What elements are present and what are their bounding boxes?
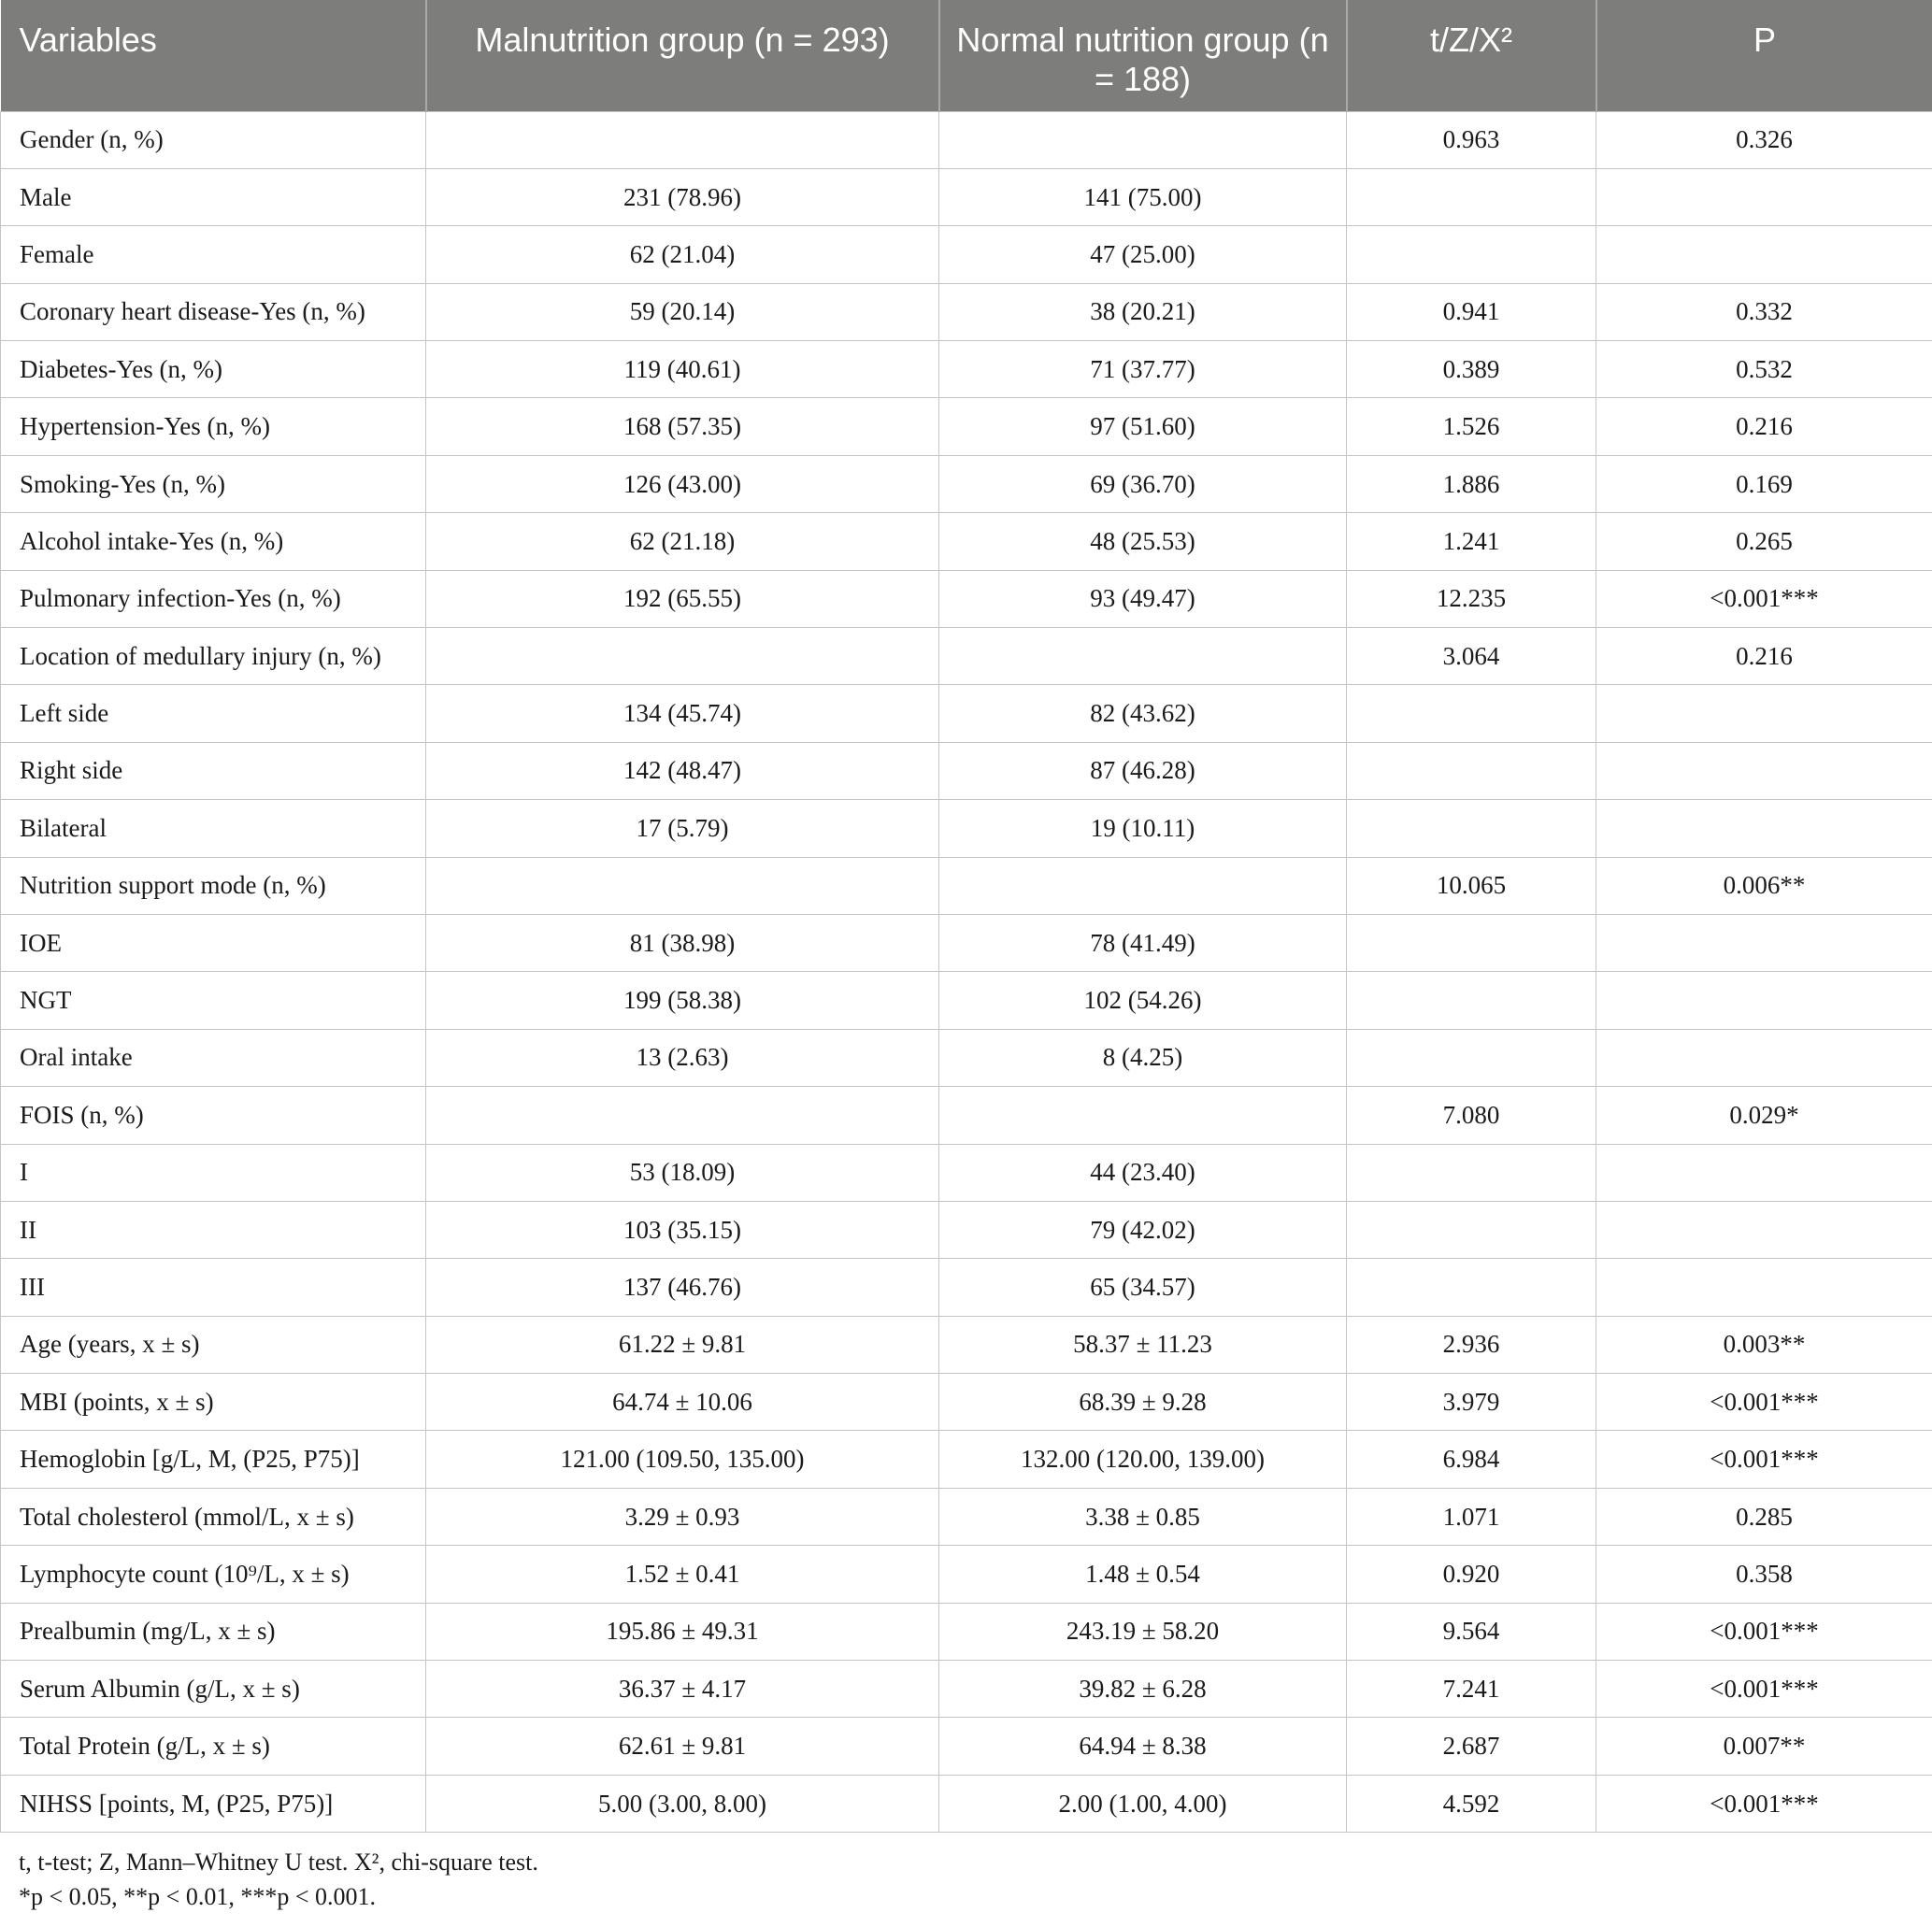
cell-statistic: [1347, 1259, 1596, 1316]
cell-malnutrition: 199 (58.38): [426, 972, 939, 1029]
cell-p-value: [1596, 800, 1932, 857]
cell-statistic: [1347, 1144, 1596, 1201]
table-row: [1, 1259, 1932, 1316]
cell-malnutrition: 81 (38.98): [426, 914, 939, 971]
cell-variable: I: [1, 1144, 426, 1201]
cell-statistic: 12.235: [1347, 570, 1596, 627]
cell-statistic: 0.389: [1347, 341, 1596, 398]
cell-statistic: [1347, 742, 1596, 799]
cell-p-value: 0.326: [1596, 111, 1932, 168]
cell-normal-nutrition: 141 (75.00): [939, 168, 1347, 225]
cell-malnutrition: 53 (18.09): [426, 1144, 939, 1201]
cell-malnutrition: 17 (5.79): [426, 800, 939, 857]
cell-normal-nutrition: 44 (23.40): [939, 1144, 1347, 1201]
cell-p-value: 0.003**: [1596, 1316, 1932, 1373]
cell-normal-nutrition: 79 (42.02): [939, 1201, 1347, 1258]
footnote-tests: t, t-test; Z, Mann–Whitney U test. X², chi-square test.: [19, 1848, 538, 1876]
cell-normal-nutrition: [939, 111, 1347, 168]
cell-normal-nutrition: 58.37 ± 11.23: [939, 1316, 1347, 1373]
cell-statistic: [1347, 914, 1596, 971]
cell-p-value: [1596, 1144, 1932, 1201]
cell-statistic: 2.687: [1347, 1718, 1596, 1775]
cell-statistic: [1347, 1029, 1596, 1086]
table-row: [1, 1144, 1932, 1201]
cell-variable: IOE: [1, 914, 426, 971]
cell-normal-nutrition: 78 (41.49): [939, 914, 1347, 971]
cell-malnutrition: 1.52 ± 0.41: [426, 1546, 939, 1603]
cell-normal-nutrition: 102 (54.26): [939, 972, 1347, 1029]
cell-normal-nutrition: 48 (25.53): [939, 513, 1347, 570]
cell-malnutrition: 103 (35.15): [426, 1201, 939, 1258]
cell-p-value: <0.001***: [1596, 570, 1932, 627]
cell-p-value: 0.006**: [1596, 857, 1932, 914]
cell-malnutrition: 64.74 ± 10.06: [426, 1374, 939, 1431]
table-row: [1, 1603, 1932, 1660]
cell-normal-nutrition: 132.00 (120.00, 139.00): [939, 1431, 1347, 1488]
cell-malnutrition: [426, 628, 939, 685]
cell-malnutrition: 61.22 ± 9.81: [426, 1316, 939, 1373]
table-row: [1, 914, 1932, 971]
cell-p-value: [1596, 972, 1932, 1029]
cell-statistic: 10.065: [1347, 857, 1596, 914]
table-body: [1, 111, 1932, 1833]
cell-variable: III: [1, 1259, 426, 1316]
cell-malnutrition: 62 (21.04): [426, 226, 939, 283]
cell-p-value: 0.169: [1596, 455, 1932, 512]
cell-malnutrition: 168 (57.35): [426, 398, 939, 455]
table-row: [1, 857, 1932, 914]
cell-malnutrition: 119 (40.61): [426, 341, 939, 398]
cell-malnutrition: 3.29 ± 0.93: [426, 1488, 939, 1545]
cell-normal-nutrition: 97 (51.60): [939, 398, 1347, 455]
cell-statistic: 1.071: [1347, 1488, 1596, 1545]
header-variables: Variables: [1, 0, 426, 111]
cell-p-value: [1596, 914, 1932, 971]
table-row: [1, 398, 1932, 455]
cell-variable: Oral intake: [1, 1029, 426, 1086]
cell-variable: MBI (points, x ± s): [1, 1374, 426, 1431]
cell-p-value: [1596, 168, 1932, 225]
cell-normal-nutrition: [939, 628, 1347, 685]
table-row: [1, 570, 1932, 627]
cell-variable: Diabetes-Yes (n, %): [1, 341, 426, 398]
table-row: [1, 1087, 1932, 1144]
table-row: [1, 168, 1932, 225]
header-p-value: P: [1596, 0, 1932, 111]
cell-malnutrition: 36.37 ± 4.17: [426, 1661, 939, 1718]
cell-p-value: [1596, 1029, 1932, 1086]
cell-variable: Serum Albumin (g/L, x ± s): [1, 1661, 426, 1718]
cell-malnutrition: 137 (46.76): [426, 1259, 939, 1316]
cell-variable: Age (years, x ± s): [1, 1316, 426, 1373]
cell-p-value: [1596, 685, 1932, 742]
table-row: [1, 455, 1932, 512]
cell-variable: Hypertension-Yes (n, %): [1, 398, 426, 455]
table-row: [1, 1718, 1932, 1775]
table-row: [1, 1775, 1932, 1832]
table-footnotes: [19, 1845, 538, 1914]
table-row: [1, 628, 1932, 685]
cell-p-value: <0.001***: [1596, 1603, 1932, 1660]
cell-variable: Lymphocyte count (10⁹/L, x ± s): [1, 1546, 426, 1603]
cell-p-value: [1596, 1259, 1932, 1316]
cell-variable: Coronary heart disease-Yes (n, %): [1, 283, 426, 340]
table-row: [1, 1488, 1932, 1545]
cell-variable: Nutrition support mode (n, %): [1, 857, 426, 914]
cell-malnutrition: [426, 111, 939, 168]
cell-variable: Gender (n, %): [1, 111, 426, 168]
cell-malnutrition: 195.86 ± 49.31: [426, 1603, 939, 1660]
cell-p-value: <0.001***: [1596, 1775, 1932, 1832]
table-row: [1, 341, 1932, 398]
table-row: [1, 1431, 1932, 1488]
cell-p-value: 0.216: [1596, 398, 1932, 455]
cell-variable: Male: [1, 168, 426, 225]
footnote-significance: *p < 0.05, **p < 0.01, ***p < 0.001.: [19, 1883, 376, 1910]
cell-malnutrition: 192 (65.55): [426, 570, 939, 627]
cell-malnutrition: 142 (48.47): [426, 742, 939, 799]
cell-variable: Total Protein (g/L, x ± s): [1, 1718, 426, 1775]
cell-normal-nutrition: 65 (34.57): [939, 1259, 1347, 1316]
cell-normal-nutrition: 87 (46.28): [939, 742, 1347, 799]
cell-variable: Hemoglobin [g/L, M, (P25, P75)]: [1, 1431, 426, 1488]
cell-normal-nutrition: 82 (43.62): [939, 685, 1347, 742]
cell-variable: Total cholesterol (mmol/L, x ± s): [1, 1488, 426, 1545]
cell-variable: Location of medullary injury (n, %): [1, 628, 426, 685]
header-statistic: t/Z/X²: [1347, 0, 1596, 111]
cell-normal-nutrition: 47 (25.00): [939, 226, 1347, 283]
cell-variable: II: [1, 1201, 426, 1258]
cell-statistic: [1347, 226, 1596, 283]
cell-variable: Bilateral: [1, 800, 426, 857]
cell-normal-nutrition: [939, 1087, 1347, 1144]
cell-malnutrition: 62 (21.18): [426, 513, 939, 570]
cell-statistic: 0.941: [1347, 283, 1596, 340]
cell-variable: NIHSS [points, M, (P25, P75)]: [1, 1775, 426, 1832]
cell-statistic: 0.963: [1347, 111, 1596, 168]
table-row: [1, 742, 1932, 799]
cell-p-value: <0.001***: [1596, 1661, 1932, 1718]
cell-statistic: 7.080: [1347, 1087, 1596, 1144]
table-row: [1, 972, 1932, 1029]
table-row: [1, 800, 1932, 857]
table-row: [1, 283, 1932, 340]
cell-normal-nutrition: 8 (4.25): [939, 1029, 1347, 1086]
cell-statistic: 1.886: [1347, 455, 1596, 512]
cell-statistic: [1347, 972, 1596, 1029]
cell-malnutrition: 134 (45.74): [426, 685, 939, 742]
cell-statistic: [1347, 685, 1596, 742]
cell-p-value: [1596, 742, 1932, 799]
cell-p-value: 0.216: [1596, 628, 1932, 685]
cell-p-value: 0.029*: [1596, 1087, 1932, 1144]
cell-normal-nutrition: 93 (49.47): [939, 570, 1347, 627]
table-row: [1, 226, 1932, 283]
cell-normal-nutrition: 64.94 ± 8.38: [939, 1718, 1347, 1775]
cell-variable: FOIS (n, %): [1, 1087, 426, 1144]
cell-variable: Pulmonary infection-Yes (n, %): [1, 570, 426, 627]
cell-malnutrition: 121.00 (109.50, 135.00): [426, 1431, 939, 1488]
cell-malnutrition: 126 (43.00): [426, 455, 939, 512]
cell-p-value: <0.001***: [1596, 1431, 1932, 1488]
cell-malnutrition: 59 (20.14): [426, 283, 939, 340]
cell-statistic: [1347, 168, 1596, 225]
cell-normal-nutrition: 243.19 ± 58.20: [939, 1603, 1347, 1660]
cell-statistic: 1.526: [1347, 398, 1596, 455]
header-normal-nutrition-group: Normal nutrition group (n = 188): [939, 0, 1347, 111]
cell-variable: Left side: [1, 685, 426, 742]
table-header: [1, 0, 1932, 111]
cell-normal-nutrition: 68.39 ± 9.28: [939, 1374, 1347, 1431]
cell-normal-nutrition: [939, 857, 1347, 914]
table-row: [1, 111, 1932, 168]
table-row: [1, 1374, 1932, 1431]
table-row: [1, 1661, 1932, 1718]
cell-normal-nutrition: 39.82 ± 6.28: [939, 1661, 1347, 1718]
cell-p-value: 0.007**: [1596, 1718, 1932, 1775]
table-row: [1, 1316, 1932, 1373]
cell-statistic: 1.241: [1347, 513, 1596, 570]
cell-malnutrition: [426, 1087, 939, 1144]
cell-statistic: 3.979: [1347, 1374, 1596, 1431]
cell-p-value: 0.285: [1596, 1488, 1932, 1545]
cell-malnutrition: 62.61 ± 9.81: [426, 1718, 939, 1775]
cell-variable: Smoking-Yes (n, %): [1, 455, 426, 512]
cell-statistic: 2.936: [1347, 1316, 1596, 1373]
cell-variable: NGT: [1, 972, 426, 1029]
cell-normal-nutrition: 2.00 (1.00, 4.00): [939, 1775, 1347, 1832]
cell-malnutrition: 5.00 (3.00, 8.00): [426, 1775, 939, 1832]
table-row: [1, 513, 1932, 570]
cell-normal-nutrition: 71 (37.77): [939, 341, 1347, 398]
cell-p-value: [1596, 226, 1932, 283]
cell-malnutrition: [426, 857, 939, 914]
cell-normal-nutrition: 38 (20.21): [939, 283, 1347, 340]
cell-malnutrition: 13 (2.63): [426, 1029, 939, 1086]
cell-normal-nutrition: 19 (10.11): [939, 800, 1347, 857]
cell-p-value: <0.001***: [1596, 1374, 1932, 1431]
cell-statistic: 3.064: [1347, 628, 1596, 685]
cell-normal-nutrition: 69 (36.70): [939, 455, 1347, 512]
cell-variable: Female: [1, 226, 426, 283]
cell-p-value: 0.265: [1596, 513, 1932, 570]
cell-variable: Right side: [1, 742, 426, 799]
table-row: [1, 1546, 1932, 1603]
cell-variable: Alcohol intake-Yes (n, %): [1, 513, 426, 570]
cell-statistic: [1347, 800, 1596, 857]
table-row: [1, 1029, 1932, 1086]
header-malnutrition-group: Malnutrition group (n = 293): [426, 0, 939, 111]
cell-normal-nutrition: 1.48 ± 0.54: [939, 1546, 1347, 1603]
cell-statistic: 4.592: [1347, 1775, 1596, 1832]
cell-statistic: 0.920: [1347, 1546, 1596, 1603]
cell-statistic: [1347, 1201, 1596, 1258]
cell-p-value: 0.358: [1596, 1546, 1932, 1603]
cell-statistic: 9.564: [1347, 1603, 1596, 1660]
cell-statistic: 6.984: [1347, 1431, 1596, 1488]
cell-variable: Prealbumin (mg/L, x ± s): [1, 1603, 426, 1660]
cell-malnutrition: 231 (78.96): [426, 168, 939, 225]
table-row: [1, 1201, 1932, 1258]
header-row: [1, 0, 1932, 111]
cell-normal-nutrition: 3.38 ± 0.85: [939, 1488, 1347, 1545]
cell-p-value: [1596, 1201, 1932, 1258]
cell-statistic: 7.241: [1347, 1661, 1596, 1718]
cell-p-value: 0.332: [1596, 283, 1932, 340]
cell-p-value: 0.532: [1596, 341, 1932, 398]
table-row: [1, 685, 1932, 742]
